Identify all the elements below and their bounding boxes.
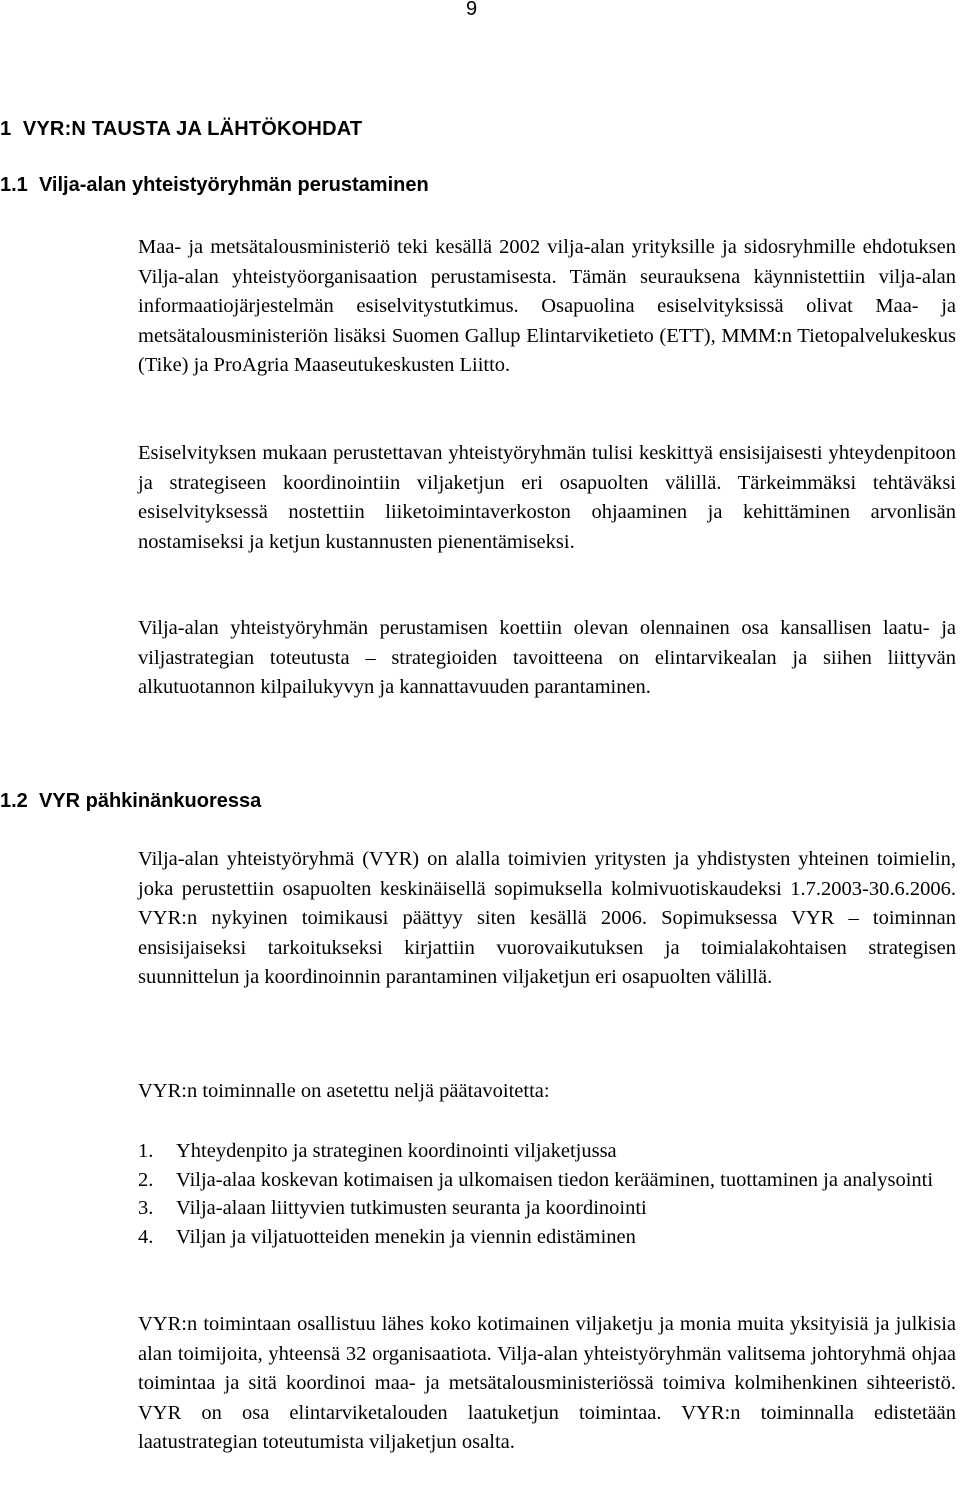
list-item-text: Vilja-alaan liittyvien tutkimusten seuranta ja koordinointi (176, 1197, 647, 1219)
list-item (138, 1223, 956, 1252)
paragraph: Vilja-alan yhteistyöryhmän perustamisen koettiin olevan olennainen osa kansallisen laatu- ja viljastrategian toteutusta – strategioiden tavoitteena on elintarvikealan ja siihen liittyvän alkutuotannon kilpailukyvyn ja kannattavuuden parantaminen. (138, 617, 956, 699)
paragraph: VYR:n toimintaan osallistuu lähes koko kotimainen viljaketju ja monia muita yksityisiä ja julkisia alan toimijoita, yhteensä 32 organisaatiota. Vilja-alan yhteistyöryhmän valitsema johtoryhmä ohjaa toimintaa ja sitä koordinoi maa- ja metsätalousministeriössä toimiva kolmihenkinen sihteeristö. VYR on osa elintarviketalouden laatuketjun toimintaa. VYR:n toiminnalla edistetään laatustrategian toteutumista viljaketjun osalta. (138, 1313, 956, 1454)
goals-intro: VYR:n toiminnalle on asetettu neljä päätavoitetta: (138, 1080, 550, 1102)
list-item-number: 2. (138, 1168, 154, 1191)
paragraph: Vilja-alan yhteistyöryhmä (VYR) on alalla toimivien yritysten ja yhdistysten yhteinen toimielin, joka perustettiin osapuolten keskinäisellä sopimuksella kolmivuotiskaudeksi 1.7.2003-30.6.2006. VYR:n nykyinen toimikausi päättyy siten kesällä 2006. Sopimuksessa VYR – toiminnan ensisijaiseksi tarkoitukseksi kirjattiin vuorovaikutuksen ja toimialakohtaisen strategisen suunnittelun ja koordinoinnin parantaminen viljaketjun eri osapuolten välillä. (138, 848, 956, 989)
list-item-number: 4. (138, 1225, 154, 1248)
list-item-text: Vilja-alaa koskevan kotimaisen ja ulkomaisen tiedon kerääminen, tuottaminen ja analysointi (176, 1168, 934, 1191)
section-number: 1.1 (0, 174, 28, 196)
section-heading-1-2 (0, 790, 261, 813)
section-heading-1-1 (0, 174, 429, 197)
chapter-title: VYR:N TAUSTA JA LÄHTÖKOHDAT (22, 118, 363, 140)
list-item-text: Yhteydenpito ja strateginen koordinointi viljaketjussa (176, 1140, 617, 1162)
chapter-number: 1 (0, 118, 12, 140)
section-title: VYR pähkinänkuoressa (38, 790, 262, 812)
paragraph: Esiselvityksen mukaan perustettavan yhteistyöryhmän tulisi keskittyä ensisijaisesti yhteydenpitoon ja strategiseen koordinointiin viljaketjun eri osapuolten välillä. Tärkeimmäksi tehtäväksi esiselvityksessä nostettiin liiketoimintaverkoston ohjaaminen ja kehittäminen arvonlisän nostamiseksi ja ketjun kustannusten pienentämiseksi. (138, 442, 956, 553)
list-item (138, 1194, 956, 1223)
list-item-number: 1. (138, 1140, 154, 1162)
paragraph: Maa- ja metsätalousministeriö teki kesällä 2002 vilja-alan yrityksille ja sidosryhmille ehdotuksen Vilja-alan yhteistyöorganisaation perustamisesta. Tämän seurauksena käynnistettiin vilja-alan informaatiojärjestelmän esiselvitystutkimus. Osapuolina esiselvityksissä olivat Maa- ja metsätalousministeriön lisäksi Suomen Gallup Elintarviketieto (ETT), MMM:n Tietopalvelukeskus (Tike) ja ProAgria Maaseutukeskusten Liitto. (138, 236, 956, 377)
list-item-text: Viljan ja viljatuotteiden menekin ja viennin edistäminen (176, 1225, 636, 1248)
chapter-heading (0, 118, 362, 141)
list-item-number: 3. (138, 1197, 154, 1219)
list-item (138, 1137, 956, 1166)
page-number: 9 (466, 0, 478, 20)
goals-list (138, 1137, 956, 1251)
list-item (138, 1166, 956, 1195)
section-number: 1.2 (0, 790, 28, 812)
section-title: Vilja-alan yhteistyöryhmän perustaminen (38, 174, 429, 196)
